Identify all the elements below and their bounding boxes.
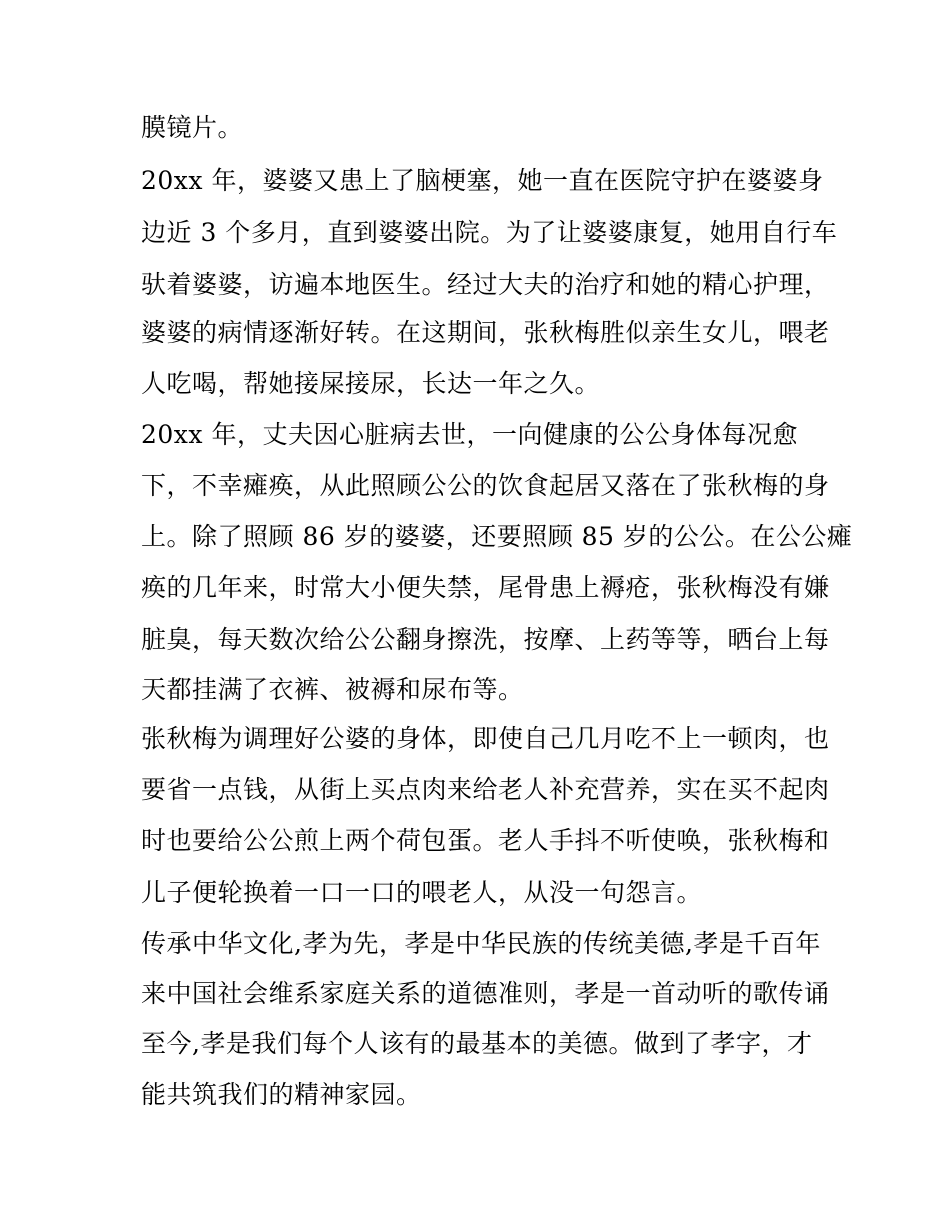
text-line: 张秋梅为调理好公婆的身体，即使自己几月吃不上一顿肉，也 [141, 724, 830, 753]
text-line: 痪的几年来，时常大小便失禁，尾骨患上褥疮，张秋梅没有嫌 [141, 573, 830, 602]
text-line: 天都挂满了衣裤、被褥和尿布等。 [141, 675, 524, 704]
text-line: 儿子便轮换着一口一口的喂老人，从没一句怨言。 [141, 878, 703, 907]
text-line: 20xx 年，婆婆又患上了脑梗塞，她一直在医院守护在婆婆身 [141, 166, 824, 195]
text-line: 时也要给公公煎上两个荷包蛋。老人手抖不听使唤，张秋梅和 [141, 826, 830, 855]
text-line: 脏臭，每天数次给公公翻身擦洗，按摩、上药等等，晒台上每 [141, 625, 830, 654]
text-line: 边近 3 个多月，直到婆婆出院。为了让婆婆康复，她用自行车 [141, 218, 838, 247]
text-line: 婆婆的病情逐渐好转。在这期间，张秋梅胜似亲生女儿，喂老 [141, 318, 830, 347]
text-line: 来中国社会维系家庭关系的道德准则，孝是一首动听的歌传诵 [141, 979, 830, 1008]
text-line: 膜镜片。 [141, 113, 244, 142]
text-line: 能共筑我们的精神家园。 [141, 1080, 422, 1109]
text-line: 20xx 年，丈夫因心脏病去世，一向健康的公公身体每况愈 [141, 420, 798, 449]
text-line: 上。除了照顾 86 岁的婆婆，还要照顾 85 岁的公公。在公公瘫 [141, 522, 853, 551]
text-line: 人吃喝，帮她接屎接尿，长达一年之久。 [141, 369, 601, 398]
text-line: 传承中华文化,孝为先，孝是中华民族的传统美德,孝是千百年 [141, 929, 821, 958]
text-line: 要省一点钱，从街上买点肉来给老人补充营养，实在买不起肉 [141, 775, 830, 804]
text-line: 驮着婆婆，访遍本地医生。经过大夫的治疗和她的精心护理， [141, 270, 830, 299]
text-line: 下，不幸瘫痪，从此照顾公公的饮食起居又落在了张秋梅的身 [141, 471, 830, 500]
text-line: 至今,孝是我们每个人该有的最基本的美德。做到了孝字，才 [141, 1029, 813, 1058]
